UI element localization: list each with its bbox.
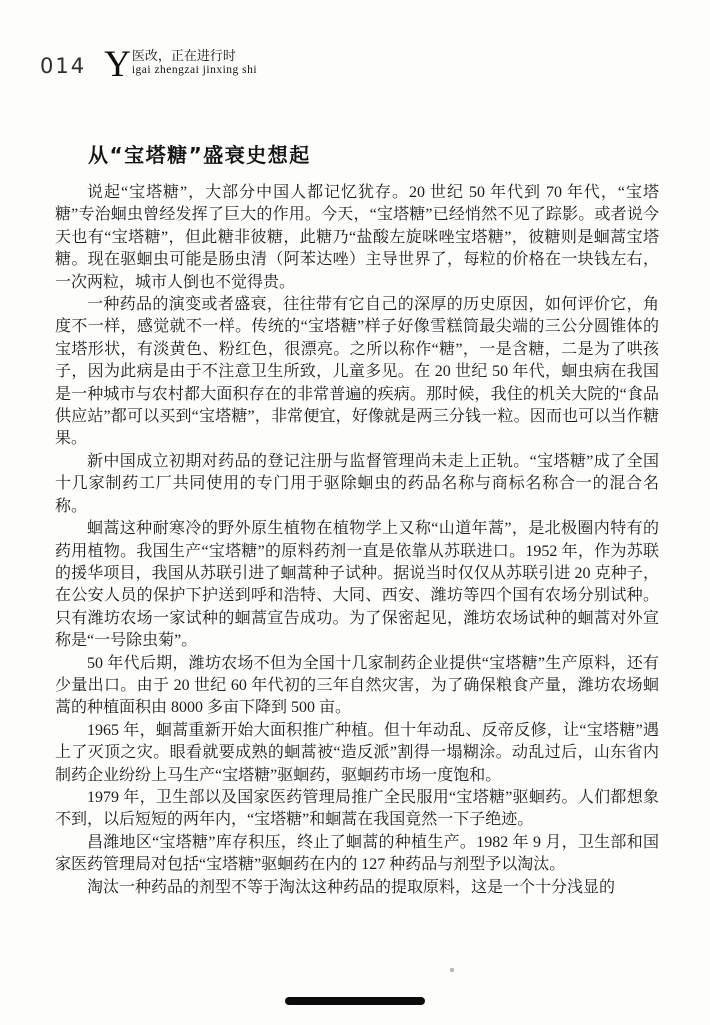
series-title-cjk: 医改，正在进行时 <box>131 48 236 63</box>
series-title-pinyin: igai zhengzai jinxing shi <box>131 64 258 76</box>
paragraph: 昌潍地区“宝塔糖”库存积压，终止了蛔蒿的种植生产。1982 年 9 月，卫生部和国家医药管理局对包括“宝塔糖”驱蛔药在内的 127 种药品与剂型予以淘汰。 <box>55 833 659 874</box>
paragraph: 一种药品的演变或者盛衰，往往带有它自己的深厚的历史原因，如何评价它，角度不一样，感觉就不一样。传统的“宝塔糖”样子好像雪糕筒最尖端的三公分圆锥体的宝塔形状，有淡黄色、粉红色，很漂亮。之所以称作“糖”，一是含糖，二是为了哄孩子，因为此病是由于不注意卫生所致，儿童多见。在 20 世纪 50 年代，蛔虫病在我国是一种城市与农村都大面积存在的非常普遍的疾病。那时候，我住的机关大院的“食品供应站”都可以买到“宝塔糖”，非常便宜，好像就是两三分钱一粒。因而也可以当作糖果。 <box>55 296 659 448</box>
article-body <box>55 182 659 899</box>
series-logo-initial: Y <box>104 44 131 85</box>
footer-bar <box>285 997 425 1005</box>
running-head <box>40 44 258 85</box>
chapter-title: 从“宝塔糖”盛衰史想起 <box>88 143 311 168</box>
paragraph: 蛔蒿这种耐寒冷的野外原生植物在植物学上又称“山道年蒿”，是北极圈内特有的药用植物。我国生产“宝塔糖”的原料药剂一直是依靠从苏联进口。1952 年，作为苏联的援华项目，我国从苏联引进了蛔蒿种子试种。据说当时仅仅从苏联引进 20 克种子，在公安人员的保护下护送到呼和浩特、大同、西安、潍坊等四个国有农场分别试种。只有潍坊农场一家试种的蛔蒿宣告成功。为了保密起见，潍坊农场试种的蛔蒿对外宣称是“一号除虫菊”。 <box>55 520 659 650</box>
scan-speck <box>450 968 454 972</box>
paragraph: 新中国成立初期对药品的登记注册与监督管理尚未走上正轨。“宝塔糖”成了全国十几家制药工厂共同使用的专门用于驱除蛔虫的药品名称与商标名称合一的混合名称。 <box>55 452 659 515</box>
paragraph: 淘汰一种药品的剂型不等于淘汰这种药品的提取原料，这是一个十分浅显的 <box>87 878 616 896</box>
page-number: 014 <box>40 54 87 78</box>
paragraph: 说起“宝塔糖”，大部分中国人都记忆犹存。20 世纪 50 年代到 70 年代，“宝塔糖”专治蛔虫曾经发挥了巨大的作用。今天，“宝塔糖”已经悄然不见了踪影。或者说今天也有“宝塔糖”，但此糖非彼糖，此糖乃“盐酸左旋咪唑宝塔糖”，彼糖则是蛔蒿宝塔糖。现在驱蛔虫可能是肠虫清（阿苯达唑）主导世界了，每粒的价格在一块钱左右，一次两粒，城市人倒也不觉得贵。 <box>55 184 659 291</box>
paragraph: 1979 年，卫生部以及国家医药管理局推广全民服用“宝塔糖”驱蛔药。人们都想象不到，以后短短的两年内，“宝塔糖”和蛔蒿在我国竟然一下子绝迹。 <box>55 788 659 829</box>
paragraph: 1965 年，蛔蒿重新开始大面积推广种植。但十年动乱、反帝反修，让“宝塔糖”遇上了灭顶之灾。眼看就要成熟的蛔蒿被“造反派”割得一塌糊涂。动乱过后，山东省内制药企业纷纷上马生产“宝塔糖”驱蛔药，驱蛔药市场一度饱和。 <box>55 721 659 784</box>
series-logo <box>104 44 258 85</box>
paragraph: 50 年代后期，潍坊农场不但为全国十几家制药企业提供“宝塔糖”生产原料，还有少量出口。由于 20 世纪 60 年代初的三年自然灾害，为了确保粮食产量，潍坊农场蛔蒿的种植面积由 8000 多亩下降到 500 亩。 <box>55 654 659 717</box>
